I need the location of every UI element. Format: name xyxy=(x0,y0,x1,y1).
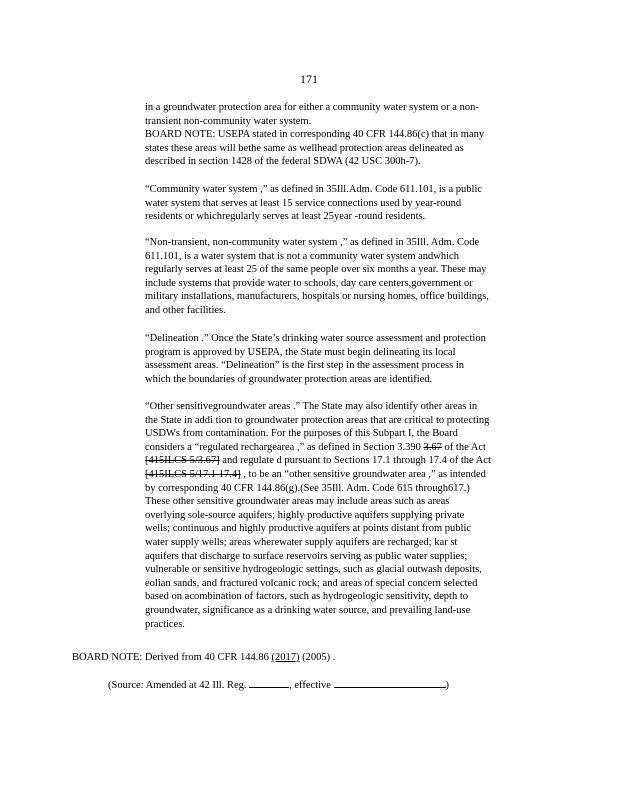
definition-other-sensitive-areas xyxy=(145,400,541,631)
text-line: “Community water system ,” as defined in 35Ill.Adm. Code 611.101, is a public xyxy=(145,184,483,195)
text-line: overlying sole-source aquifers; highly productive aquifers supplying private xyxy=(145,509,465,521)
text-line: wells; continuous and highly productive aquifers at points distant from public xyxy=(145,523,472,535)
text-line: “Non-transient, non-community water system ,” as defined in 35Ill. Adm. Code xyxy=(145,237,480,248)
definition-non-transient xyxy=(145,236,541,318)
text-line: residents or whichregularly serves at least 25year -round residents. xyxy=(145,211,426,223)
definition-community-water-system xyxy=(145,183,541,224)
text-line: regularly serves at least 25 of the same people over six months a year. These may xyxy=(145,264,487,276)
text-run: , to be an “other sensitive groundwater area ,” as intended xyxy=(240,468,486,480)
text-line: assessment areas. “Delineation” is the first step in the assessment process in xyxy=(145,360,464,372)
text-run: and regulate d pursuant to Sections 17.1 through 17.4 of the Act xyxy=(219,455,491,467)
text-line: These other sensitive groundwater areas may include areas such as areas xyxy=(145,496,450,508)
text-line: which the boundaries of groundwater protection areas are identified. xyxy=(145,373,433,385)
text-line: and other facilities. xyxy=(145,304,226,316)
register-blank xyxy=(249,677,289,688)
text-run: ) xyxy=(445,680,450,691)
effective-date-blank xyxy=(334,677,446,688)
text-line: based on acombination of factors, such as hydrogeologic sensitivity, depth to xyxy=(145,591,468,603)
board-note-line: BOARD NOTE: USEPA stated in corresponding 40 CFR 144.86(c) that in many xyxy=(145,129,485,141)
inserted-text: (2017) xyxy=(271,652,300,663)
deleted-text: [415ILCS 5/3.67] xyxy=(145,455,220,467)
text-line: include systems that provide water to schools, day care centers,government or xyxy=(145,277,473,289)
page-number: 171 xyxy=(300,72,318,86)
text-line: aquifers that discharge to surface reservoirs serving as public water supplies; xyxy=(145,550,468,562)
text-line: by corresponding 40 CFR 144.86(g).(See 35Ill. Adm. Code 615 through617.) xyxy=(145,482,470,494)
text-line: vulnerable or sensitive hydrogeologic settings, such as glacial outwash deposits, xyxy=(145,564,482,576)
text-line: water supply wells; areas wherewater supply aquifers are recharged; kar st xyxy=(145,536,458,548)
text-line: program is approved by USEPA, the State must begin delineating its local xyxy=(145,346,456,358)
text-line: water system that serves at least 15 service connections used by year-round xyxy=(145,197,462,209)
board-note-line: described in section 1428 of the federal SDWA (42 USC 300h-7). xyxy=(145,156,421,168)
text-line: transient non-community water system. xyxy=(145,115,312,127)
text-line xyxy=(145,454,541,468)
source-note xyxy=(108,677,449,693)
text-line xyxy=(145,441,541,455)
text-run: considers a “regulated rechargearea ,” as defined in Section 3.390 xyxy=(145,441,424,453)
text-line: “Delineation .” Once the State’s drinking water source assessment and protection xyxy=(145,333,486,344)
text-line: 611.101, is a water system that is not a community water system andwhich xyxy=(145,250,459,262)
text-run: of the Act xyxy=(441,441,486,453)
text-line xyxy=(145,468,541,482)
text-run: (2005) . xyxy=(299,652,336,663)
board-note-line: states these areas will bethe same as wellhead protection areas delineated as xyxy=(145,142,464,154)
text-run: BOARD NOTE: Derived from 40 CFR 144.86 xyxy=(72,652,272,663)
deleted-text: [415ILCS 5/17.1 17.4] xyxy=(145,468,241,480)
text-run: (Source: Amended at 42 Ill. Reg. xyxy=(108,680,250,691)
text-line: military installations, manufacturers, hospitals or nursing homes, office buildings, xyxy=(145,291,489,303)
board-note-derived xyxy=(72,651,335,665)
definition-delineation xyxy=(145,332,541,386)
text-line: practices. xyxy=(145,618,185,630)
text-line: groundwater, significance as a drinking water source, and prevailing land-use xyxy=(145,604,471,616)
text-line: “Other sensitivegroundwater areas .” The State may also identify other areas in xyxy=(145,401,478,412)
text-run: , effective xyxy=(289,680,334,691)
intro-block xyxy=(145,101,541,169)
deleted-text: 3.67 xyxy=(423,441,442,453)
text-line: the State in addi tion to groundwater protection areas that are critical to protecting xyxy=(145,414,490,426)
text-line: in a groundwater protection area for either a community water system or a non- xyxy=(145,102,479,113)
text-line: eolian sands, and fractured volcanic rock; and areas of special concern selected xyxy=(145,577,478,589)
text-line: USDWs from contamination. For the purposes of this Subpart I, the Board xyxy=(145,428,458,440)
